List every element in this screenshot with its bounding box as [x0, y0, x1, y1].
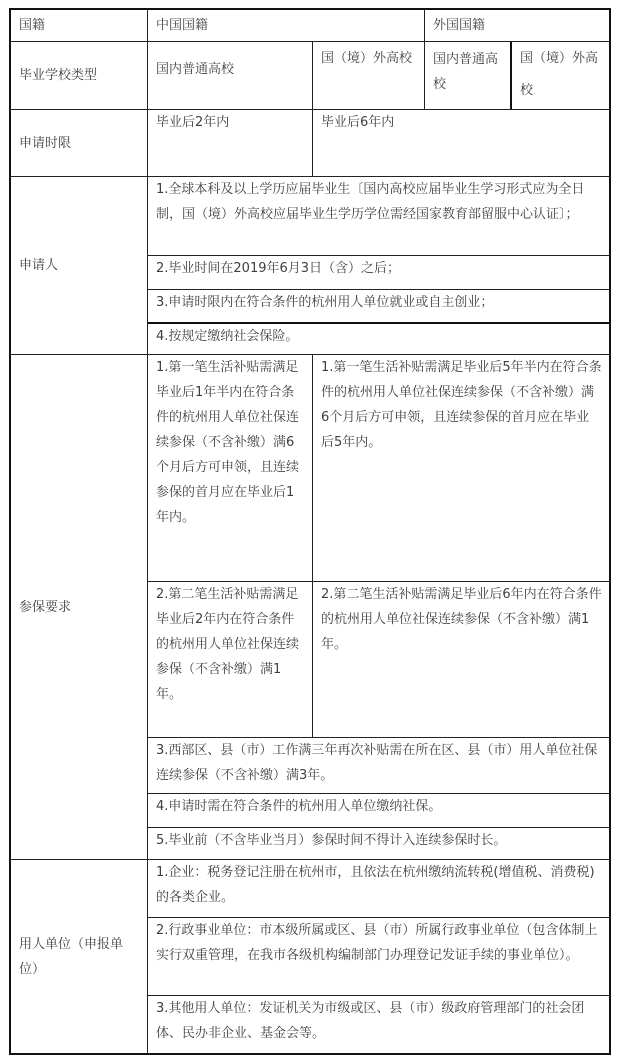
subsidy-requirements-table	[9, 8, 611, 1055]
first-subsidy-6yr: 1.第一笔生活补贴需满足毕业后5年半内在符合条件的杭州用人单位社保连续参保（不含补缴）满6个月后方可申领，且连续参保的首月应在毕业后5年内。	[313, 355, 609, 582]
cell-deadline-2-years: 毕业后2年内	[148, 110, 313, 177]
insurance-item-5: 5.毕业前（不含毕业当月）参保时间不得计入连续参保时长。	[148, 828, 609, 860]
label-nationality: 国籍	[11, 10, 148, 42]
cell-foreign-overseas-school: 国（境）外高校	[512, 42, 609, 110]
employer-item-3: 3.其他用人单位：发证机关为市级或区、县（市）级政府管理部门的社会团体、民办非企业、基金会等。	[156, 1001, 585, 1041]
label-school-type-text: 毕业学校类型	[19, 68, 98, 83]
label-insurance	[11, 355, 148, 860]
employer-item-1: 1.企业：税务登记注册在杭州市，且依法在杭州缴纳流转税(增值税、消费税)的各类企业。	[148, 860, 609, 918]
cell-chinese-nationality: 中国国籍	[148, 10, 425, 42]
second-subsidy-6yr: 2.第二笔生活补贴需满足毕业后6年内在符合条件的杭州用人单位社保连续参保（不含补缴）满1年。	[313, 582, 609, 738]
applicant-item-3: 3.申请时限内在符合条件的杭州用人单位就业或自主创业；	[148, 290, 609, 324]
cell-foreign-nationality: 外国国籍	[425, 10, 609, 42]
label-employer	[11, 860, 148, 1053]
label-deadline	[11, 110, 148, 177]
cell-foreign-domestic-school: 国内普通高校	[425, 42, 512, 110]
insurance-item-3: 3.西部区、县（市）工作满三年再次补贴需在所在区、县（市）用人单位社保连续参保（不含补缴）满3年。	[148, 738, 609, 794]
label-insurance-text: 参保要求	[19, 599, 72, 615]
applicant-item-4: 4.按规定缴纳社会保险。	[148, 324, 609, 355]
label-school-type	[11, 42, 148, 110]
applicant-item-2: 2.毕业时间在2019年6月3日（含）之后；	[148, 256, 609, 290]
first-subsidy-2yr: 1.第一笔生活补贴需满足毕业后1年半内在符合条件的杭州用人单位社保连续参保（不含补缴）满6个月后方可申领，且连续参保的首月应在毕业后1年内。	[148, 355, 313, 582]
label-deadline-text: 申请时限	[19, 135, 72, 151]
second-subsidy-2yr: 2.第二笔生活补贴需满足毕业后2年内在符合条件的杭州用人单位社保连续参保（不含补缴）满1年。	[148, 582, 313, 738]
label-applicant	[11, 177, 148, 355]
insurance-item-4: 4.申请时需在符合条件的杭州用人单位缴纳社保。	[148, 794, 609, 828]
cell-cn-overseas-school: 国（境）外高校	[313, 42, 425, 110]
applicant-item-1: 1.全球本科及以上学历应届毕业生〔国内高校应届毕业生学习形式应为全日制，国（境）外高校应届毕业生学历学位需经国家教育部留服中心认证〕；	[148, 177, 609, 256]
cell-cn-domestic-school: 国内普通高校	[148, 42, 313, 110]
employer-item-2: 2.行政事业单位：市本级所属或区、县（市）所属行政事业单位（包含体制上实行双重管理，在我市各级机构编制部门办理登记发证手续的事业单位）。	[148, 918, 609, 996]
label-applicant-text: 申请人	[19, 258, 59, 273]
label-employer-text: 用人单位（申报单位）	[19, 936, 124, 977]
cell-deadline-6-years: 毕业后6年内	[313, 110, 609, 177]
